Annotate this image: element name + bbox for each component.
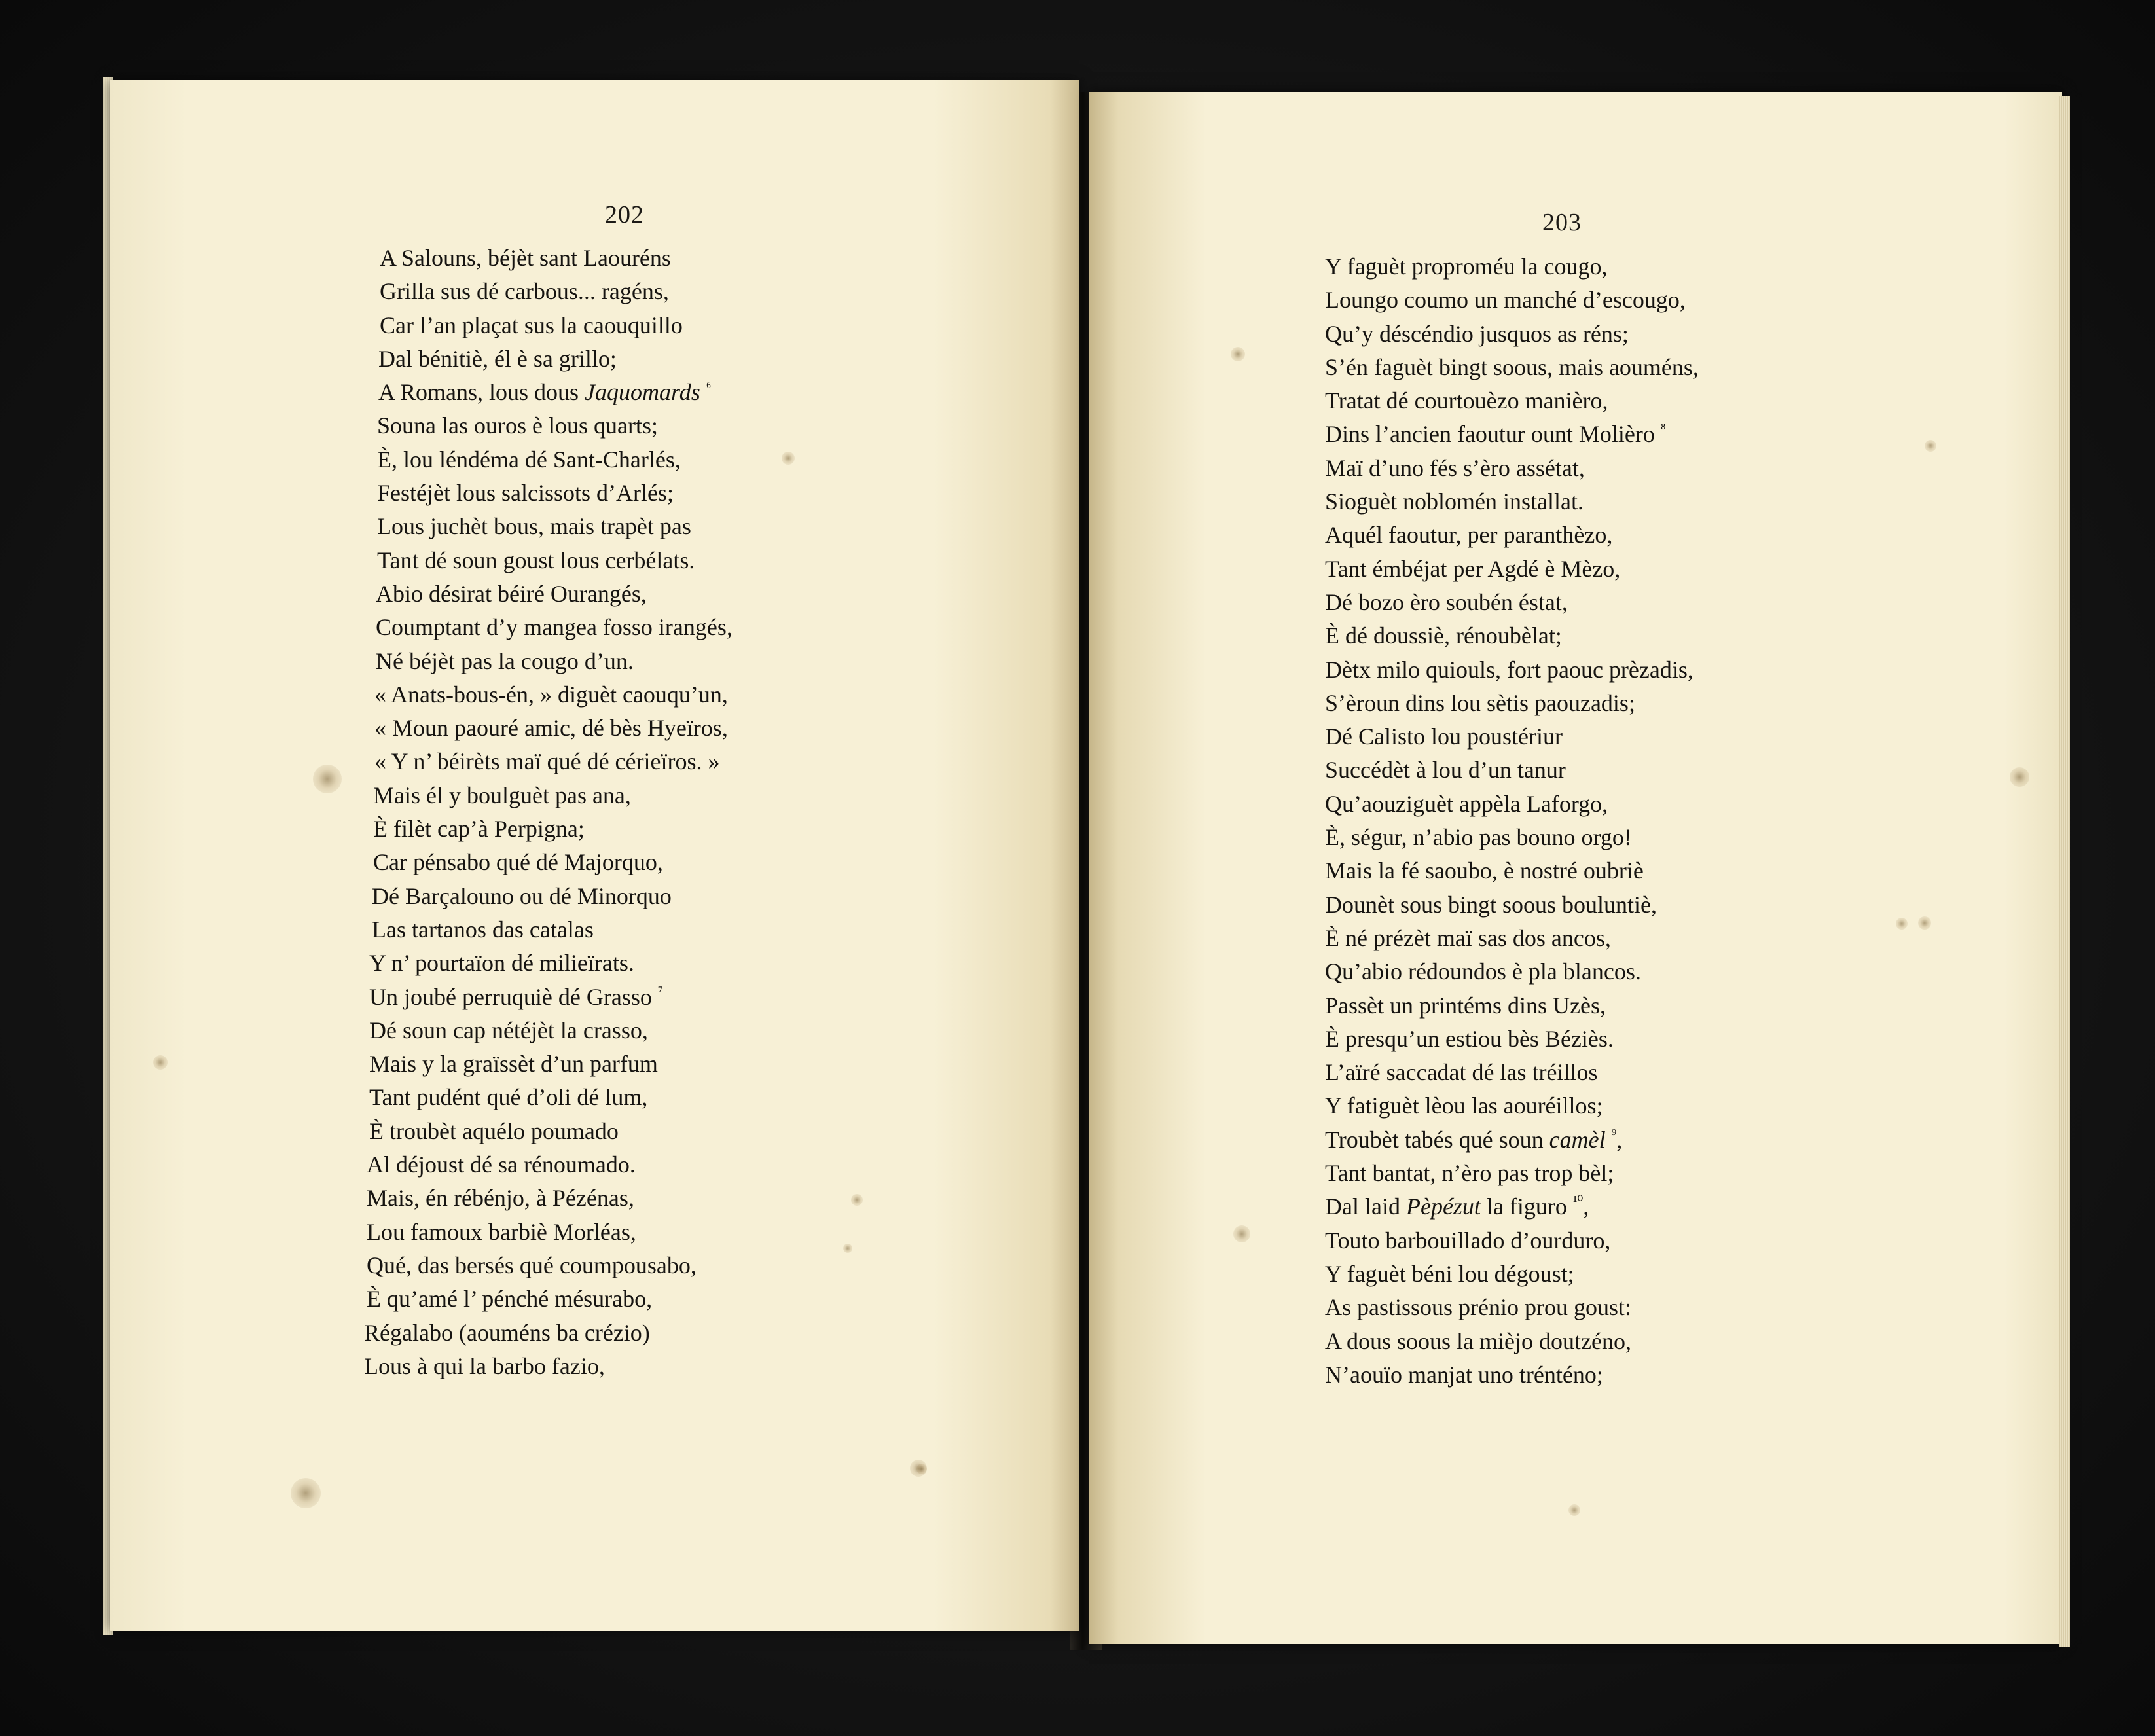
verse-line: Maï d’uno fés s’èro assétat,: [1325, 454, 1585, 481]
verse-line: Régalabo (aouméns ba crézio): [364, 1319, 650, 1346]
verse-line: Car pénsabo qué dé Majorquo,: [373, 849, 663, 876]
italic-term: camèl: [1549, 1126, 1606, 1153]
verse-line: Dètx milo quiouls, fort paouc prèzadis,: [1325, 656, 1693, 683]
foxing-stain: [313, 765, 342, 793]
verse-line: Souna las ouros è lous quarts;: [377, 412, 658, 439]
verse-line: Coumptant d’y mangea fosso irangés,: [376, 614, 733, 641]
verse-line: Mais la fé saoubo, è nostré oubriè: [1325, 858, 1644, 884]
foxing-stain: [1231, 347, 1245, 361]
verse-line: Dal laid Pèpézut la figuro $^{^{10}}$,: [1325, 1193, 1589, 1220]
verse-line: Tant pudént qué d’oli dé lum,: [369, 1084, 648, 1111]
verse-line: Las tartanos das catalas: [372, 916, 594, 943]
italic-term: Pèpézut: [1405, 1193, 1481, 1220]
verse-line: È dé doussiè, rénoubèlat;: [1325, 623, 1562, 649]
foxing-stain: [1896, 918, 1908, 930]
verse-line: Dins l’ancien faoutur ount Molièro $^{^8}$: [1325, 420, 1666, 448]
verse-line: Lous juchèt bous, mais trapèt pas: [377, 513, 691, 540]
poem-right: [1325, 250, 1809, 1392]
foxing-stain: [2010, 767, 2029, 787]
verse-line: È qu’amé l’ pénché mésurabo,: [367, 1286, 653, 1312]
verse-line: Passèt un printéms dins Uzès,: [1325, 992, 1606, 1019]
verse-line: Tant dé soun goust lous cerbélats.: [377, 547, 695, 573]
verse-line: Troubèt tabés qué soun camèl $^{^9}$,: [1325, 1125, 1623, 1153]
page-number-right: 203: [1542, 209, 1582, 236]
verse-line: Al déjoust dé sa rénoumado.: [367, 1151, 636, 1178]
foxing-stain: [1918, 916, 1931, 930]
footnote-marker: ⁶: [706, 378, 712, 395]
verse-line: Tant bantat, n’èro pas trop bèl;: [1325, 1160, 1614, 1187]
verse-line: Y fatiguèt lèou las aouréillos;: [1325, 1093, 1603, 1119]
verse-line: Festéjèt lous salcissots d’Arlés;: [377, 480, 674, 507]
verse-line: Dounèt sous bingt soous bouluntiè,: [1325, 891, 1657, 918]
verse-line: Qu’aouziguèt appèla Laforgo,: [1325, 790, 1608, 817]
foxing-stain: [291, 1478, 321, 1508]
verse-line: Grilla sus dé carbous... ragéns,: [380, 278, 669, 305]
verse-line: È, lou léndéma dé Sant-Charlés,: [377, 446, 681, 473]
verse-line: Dal bénitiè, él è sa grillo;: [378, 345, 617, 372]
verse-line: Y n’ pourtaïon dé milieïrats.: [369, 950, 634, 977]
verse-line: Tratat dé courtouèzo manièro,: [1325, 388, 1608, 414]
verse-line: Qu’y déscéndio jusquos as réns;: [1325, 320, 1629, 347]
foxing-stain: [153, 1055, 168, 1070]
verse-line: Un joubé perruquiè dé Grasso $^{^7}$: [369, 983, 663, 1010]
verse-line: Y faguèt proproméu la cougo,: [1325, 253, 1608, 280]
verse-line: « Moun paouré amic, dé bès Hyeïros,: [374, 715, 728, 742]
verse-line: Qu’abio rédoundos è pla blancos.: [1325, 958, 1641, 985]
verse-line: A Romans, lous dous Jaquomards $^{^6}$: [378, 378, 712, 406]
verse-line: Lou famoux barbiè Morléas,: [367, 1218, 636, 1245]
verse-line: S’én faguèt bingt soous, mais aouméns,: [1325, 353, 1699, 380]
verse-line: È né prézèt maï sas dos ancos,: [1325, 924, 1611, 951]
verse-line: « Y n’ béirèts maï qué dé cérieïros. »: [374, 748, 720, 775]
italic-term: Jaquomards: [585, 379, 700, 406]
verse-line: Tant émbéjat per Agdé è Mèzo,: [1325, 555, 1621, 582]
verse-line: Dé Barçalouno ou dé Minorquo: [372, 882, 672, 909]
verse-line: Loungo coumo un manché d’escougo,: [1325, 287, 1686, 314]
verse-line: Mais, én rébénjo, à Pézénas,: [367, 1185, 634, 1212]
verse-line: Mais él y boulguèt pas ana,: [373, 782, 631, 808]
verse-line: È filèt cap’à Perpigna;: [373, 816, 585, 842]
footnote-marker: ⁸: [1660, 420, 1666, 437]
verse-line: Touto barbouillado d’ourduro,: [1325, 1227, 1611, 1254]
verse-line: Abio désirat béiré Ourangés,: [376, 580, 647, 607]
verse-line: Car l’an plaçat sus la caouquillo: [380, 312, 683, 338]
verse-line: Succédèt à lou d’un tanur: [1325, 757, 1566, 784]
verse-line: A dous soous la mièjo doutzéno,: [1325, 1328, 1631, 1354]
verse-line: È, ségur, n’abio pas bouno orgo!: [1325, 824, 1632, 851]
verse-line: Aquél faoutur, per paranthèzo,: [1325, 522, 1613, 549]
footnote-marker: ⁹: [1611, 1125, 1617, 1142]
verse-line: È presqu’un estiou bès Béziès.: [1325, 1025, 1614, 1052]
footnote-marker: ¹⁰: [1572, 1193, 1584, 1210]
verse-line: Mais y la graïssèt d’un parfum: [369, 1051, 658, 1077]
poem-left: [364, 242, 856, 1383]
verse-line: Dé bozo èro soubén éstat,: [1325, 588, 1568, 615]
verse-line: L’aïré saccadat dé las tréillos: [1325, 1059, 1598, 1086]
verse-line: S’èroun dins lou sètis paouzadis;: [1325, 689, 1635, 716]
verse-line: È troubèt aquélo poumado: [369, 1117, 619, 1144]
verse-line: Lous à qui la barbo fazio,: [364, 1352, 605, 1379]
verse-line: « Anats-bous-én, » diguèt caouqu’un,: [374, 681, 728, 708]
verse-line: Y faguèt béni lou dégoust;: [1325, 1260, 1574, 1287]
verse-line: Sioguèt noblomén installat.: [1325, 488, 1584, 515]
footnote-marker: ⁷: [657, 983, 663, 1000]
verse-line: Dé soun cap nétéjèt la crasso,: [369, 1017, 648, 1043]
verse-line: As pastissous prénio prou goust:: [1325, 1294, 1631, 1321]
foxing-stain: [1233, 1225, 1250, 1242]
foxing-stain: [1925, 440, 1936, 452]
verse-line: Dé Calisto lou poustériur: [1325, 723, 1563, 750]
page-number-left: 202: [605, 201, 644, 228]
verse-line: Né béjèt pas la cougo d’un.: [376, 647, 634, 674]
verse-line: A Salouns, béjèt sant Laouréns: [380, 245, 671, 271]
verse-line: Qué, das bersés qué coumpousabo,: [367, 1252, 697, 1278]
verse-line: N’aouïo manjat uno trénténo;: [1325, 1361, 1603, 1388]
foxing-stain: [916, 1464, 927, 1474]
foxing-stain: [1568, 1504, 1580, 1516]
